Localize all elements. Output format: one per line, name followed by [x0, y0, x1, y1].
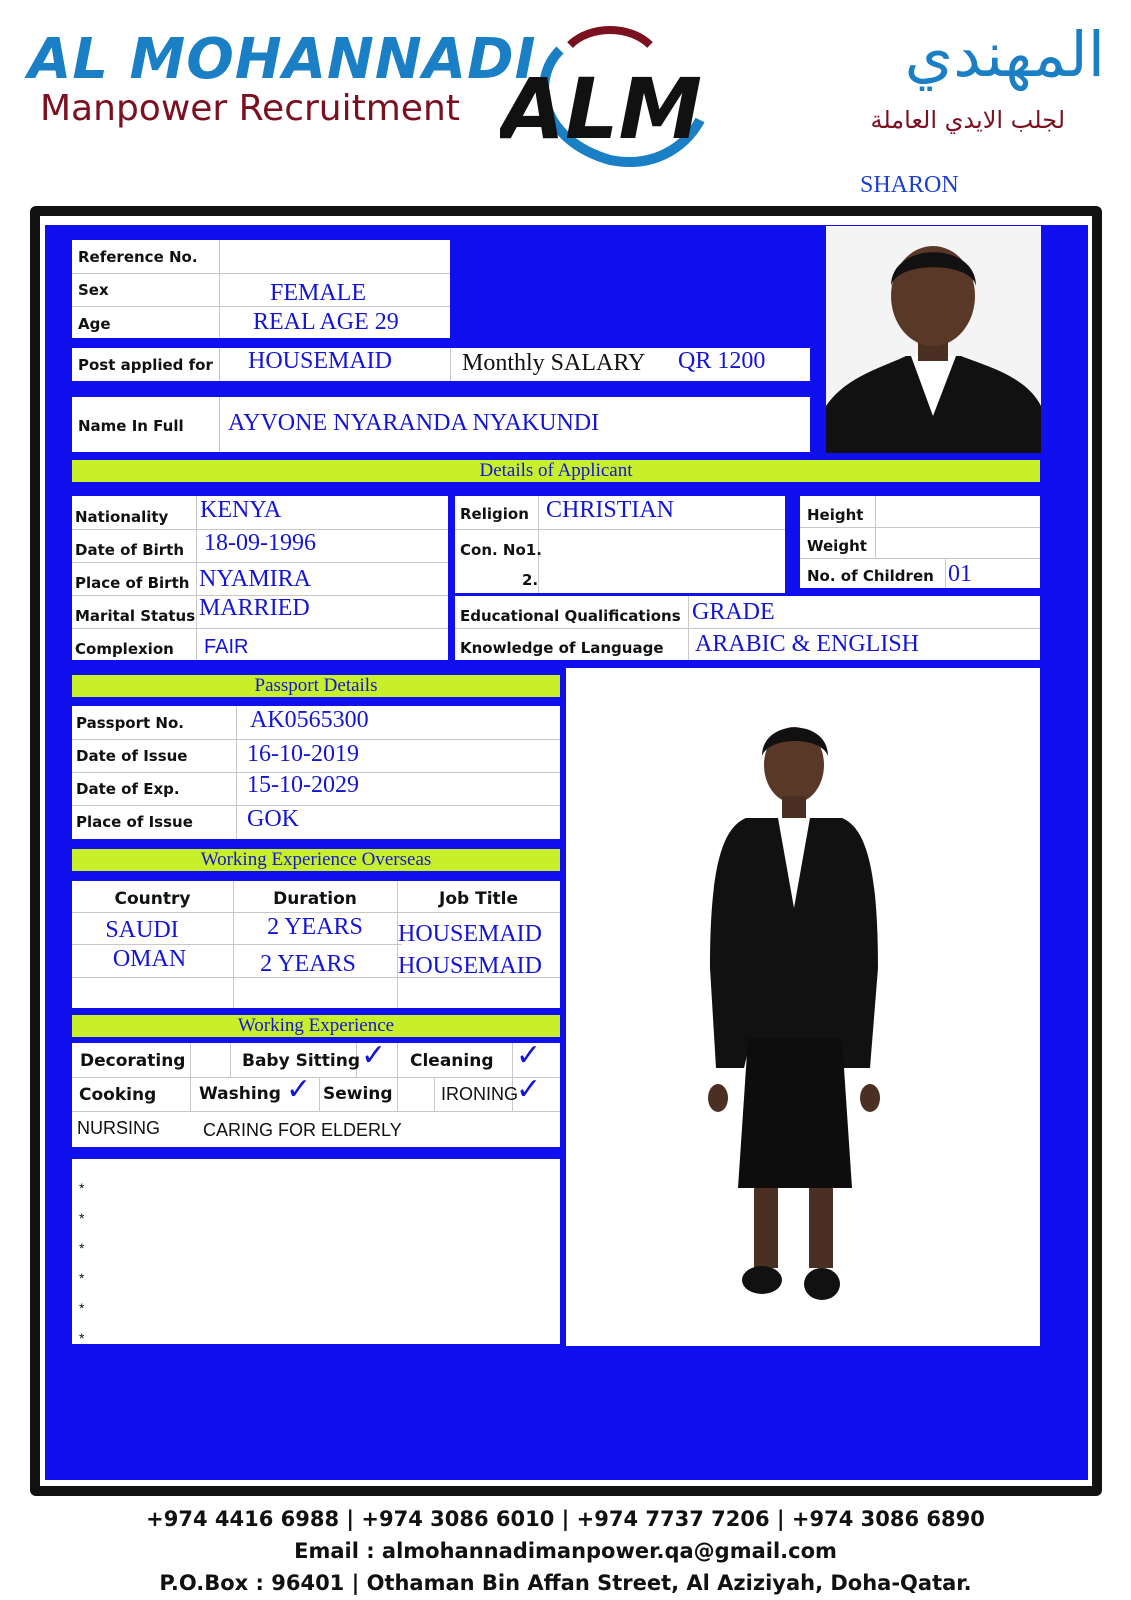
salary-value: QR 1200 — [678, 348, 766, 374]
sex-value: FEMALE — [270, 280, 366, 306]
company-tagline-en: Manpower Recruitment — [40, 88, 460, 129]
complexion-value: FAIR — [204, 636, 249, 658]
marital-label: Marital Status — [75, 607, 196, 625]
salary-label: Monthly SALARY — [462, 350, 646, 376]
passport-section-title: Passport Details — [72, 675, 560, 697]
company-tagline-ar: لجلب الايدي العاملة — [870, 106, 1065, 134]
footer-address: P.O.Box : 96401 | Othaman Bin Affan Street, Al Aziziyah, Doha-Qatar. — [159, 1571, 972, 1595]
details-section-title: Details of Applicant — [72, 460, 1040, 482]
height-label: Height — [807, 506, 864, 524]
skill-ironing: IRONING — [441, 1084, 519, 1104]
language-value: ARABIC & ENGLISH — [695, 631, 920, 657]
language-label: Knowledge of Language — [460, 639, 664, 657]
passport-place-label: Place of Issue — [76, 813, 193, 831]
education-value: GRADE — [692, 599, 775, 625]
experience-section-title: Working Experience — [72, 1015, 560, 1037]
nationality-label: Nationality — [75, 508, 169, 526]
religion-value: CHRISTIAN — [546, 497, 675, 523]
ironing-check-icon: ✓ — [516, 1072, 542, 1107]
washing-check-icon: ✓ — [286, 1072, 312, 1107]
passport-no-value: AK0565300 — [250, 707, 369, 733]
skill-washing: Washing — [199, 1084, 281, 1104]
company-name-en: AL MOHANNADI — [28, 27, 537, 92]
footer-email: Email : almohannadimanpower.qa@gmail.com — [294, 1539, 837, 1563]
note-bullet: * — [79, 1300, 85, 1316]
overseas-row-2-country: OMAN — [112, 946, 187, 972]
skill-nursing: NURSING — [77, 1118, 161, 1138]
overseas-section-title: Working Experience Overseas — [72, 849, 560, 871]
company-name-ar: المهندي — [904, 18, 1105, 91]
sex-label: Sex — [78, 281, 109, 299]
note-bullet: * — [79, 1180, 85, 1196]
nationality-value: KENYA — [200, 497, 282, 523]
footer-phones: +974 4416 6988 | +974 3086 6010 | +974 7737 7206 | +974 3086 6890 — [146, 1507, 985, 1531]
con1-label: Con. No1. — [460, 541, 542, 559]
baby-sitting-check-icon: ✓ — [361, 1038, 387, 1073]
passport-exp-label: Date of Exp. — [76, 780, 180, 798]
overseas-row-1-job: HOUSEMAID — [398, 921, 542, 947]
name-value: AYVONE NYARANDA NYAKUNDI — [228, 410, 600, 436]
religion-label: Religion — [460, 505, 529, 523]
passport-issue-label: Date of Issue — [76, 747, 188, 765]
skill-cleaning: Cleaning — [410, 1051, 494, 1071]
age-label: Age — [78, 315, 111, 333]
passport-exp-value: 15-10-2029 — [247, 772, 359, 798]
overseas-header-country: Country — [114, 889, 191, 909]
skill-decorating: Decorating — [80, 1051, 186, 1071]
overseas-row-2-duration: 2 YEARS — [260, 951, 356, 977]
overseas-row-1-duration: 2 YEARS — [267, 914, 363, 940]
notes-box — [72, 1159, 560, 1344]
passport-issue-value: 16-10-2019 — [247, 741, 359, 767]
skill-baby-sitting: Baby Sitting — [242, 1051, 361, 1071]
note-bullet: * — [79, 1270, 85, 1286]
svg-text:ALM: ALM — [500, 60, 703, 158]
education-label: Educational Qualifications — [460, 607, 681, 625]
weight-label: Weight — [807, 537, 867, 555]
note-bullet: * — [79, 1240, 85, 1256]
company-logo — [500, 20, 720, 170]
cleaning-check-icon: ✓ — [516, 1038, 542, 1073]
candidate-short-name: SHARON — [860, 172, 959, 198]
dob-label: Date of Birth — [75, 541, 185, 559]
portrait-photo — [826, 226, 1041, 453]
pob-value: NYAMIRA — [199, 566, 312, 592]
reference-label: Reference No. — [78, 248, 198, 266]
overseas-row-2-job: HOUSEMAID — [398, 953, 542, 979]
children-value: 01 — [948, 561, 972, 587]
skill-cooking: Cooking — [79, 1085, 157, 1105]
skill-caring-elderly: CARING FOR ELDERLY — [203, 1120, 402, 1140]
post-label: Post applied for — [78, 356, 213, 374]
overseas-row-1-country: SAUDI — [105, 917, 179, 943]
full-length-photo — [566, 668, 1040, 1346]
skill-sewing: Sewing — [323, 1084, 393, 1104]
age-value: REAL AGE 29 — [253, 309, 399, 335]
note-bullet: * — [79, 1330, 85, 1346]
overseas-header-duration: Duration — [273, 889, 357, 909]
overseas-header-job: Job Title — [439, 889, 518, 909]
pob-label: Place of Birth — [75, 574, 190, 592]
passport-no-label: Passport No. — [76, 714, 184, 732]
dob-value: 18-09-1996 — [204, 530, 316, 556]
children-label: No. of Children — [807, 567, 934, 585]
note-bullet: * — [79, 1210, 85, 1226]
con2-label: 2. — [522, 571, 539, 589]
passport-place-value: GOK — [247, 806, 299, 832]
marital-value: MARRIED — [199, 595, 310, 621]
name-label: Name In Full — [78, 417, 184, 435]
complexion-label: Complexion — [75, 640, 174, 658]
post-value: HOUSEMAID — [248, 348, 392, 374]
